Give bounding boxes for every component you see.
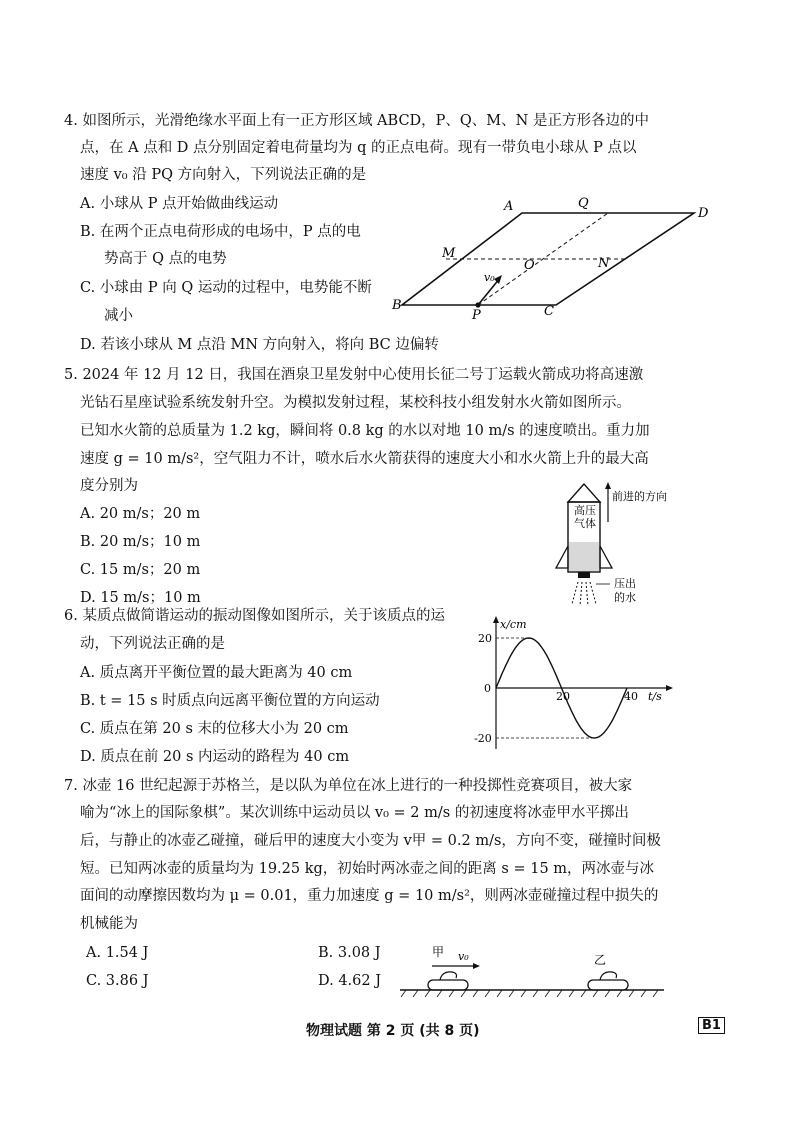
q5-option-b: B. 20 m/s；10 m bbox=[80, 534, 201, 550]
q7-option-c: C. 3.86 J bbox=[86, 973, 149, 989]
q6-option-a: A. 质点离开平衡位置的最大距离为 40 cm bbox=[80, 665, 353, 681]
q7-option-a: A. 1.54 J bbox=[86, 945, 149, 961]
q7-stem-line-5: 面间的动摩擦因数均为 μ = 0.01，重力加速度 g = 10 m/s²，则两冰壶碰撞过程中损失的 bbox=[80, 888, 659, 904]
label-d: D bbox=[698, 206, 709, 221]
q5-water-rocket-figure bbox=[548, 480, 678, 610]
q6-vibration-graph bbox=[468, 614, 678, 754]
q7-stem-line-4: 短。已知两冰壶的质量均为 19.25 kg，初始时两冰壶之间的距离 s = 15 m，两冰壶与冰 bbox=[80, 861, 655, 877]
q7-curling-figure bbox=[398, 938, 668, 1000]
label-o: O bbox=[524, 258, 535, 273]
page-footer: 物理试题 第 2 页 (共 8 页) bbox=[306, 1023, 480, 1039]
ball-dot bbox=[475, 302, 480, 307]
q5-option-c: C. 15 m/s；20 m bbox=[80, 562, 201, 578]
q5-stem-line-1: 5. 2024 年 12 月 12 日，我国在酒泉卫星发射中心使用长征二号丁运载火箭成功将高速激 bbox=[64, 367, 644, 383]
q7-stem-line-2: 喻为“冰上的国际象棋”。某次训练中运动员以 v₀ = 2 m/s 的初速度将冰壶甲水平掷出 bbox=[80, 805, 629, 821]
y-axis-arrow bbox=[493, 616, 499, 623]
label-q: Q bbox=[578, 196, 589, 211]
label-yi: 乙 bbox=[594, 953, 607, 967]
q4-option-c-cont: 减小 bbox=[104, 308, 133, 324]
q4-option-c: C. 小球由 P 向 Q 运动的过程中，电势能不断 bbox=[80, 280, 372, 296]
q4-square-figure bbox=[388, 195, 718, 320]
label-jia: 甲 bbox=[432, 945, 445, 959]
label-forward: 前进的方向 bbox=[612, 490, 667, 503]
q4-option-a: A. 小球从 P 点开始做曲线运动 bbox=[80, 196, 279, 212]
label-c: C bbox=[544, 304, 554, 319]
q4-stem-line-1: 4. 如图所示，光滑绝缘水平面上有一正方形区域 ABCD，P、Q、M、N 是正方形各边的中 bbox=[64, 113, 649, 129]
label-p: P bbox=[472, 308, 481, 320]
q7-option-b: B. 3.08 J bbox=[318, 945, 381, 961]
q5-stem-line-4: 速度 g = 10 m/s²，空气阻力不计，喷水后水火箭获得的速度大小和水火箭上升的最大高 bbox=[80, 451, 649, 467]
tick-y-neg20: -20 bbox=[474, 732, 492, 745]
stone-jia bbox=[428, 980, 468, 990]
tick-y-0: 0 bbox=[484, 682, 491, 695]
rocket-water bbox=[569, 542, 599, 571]
q4-stem-line-3: 速度 v₀ 沿 PQ 方向射入，下列说法正确的是 bbox=[80, 167, 367, 183]
q5-stem-line-2: 光钻石星座试验系统发射升空。为模拟发射过程，某校科技小组发射水火箭如图所示。 bbox=[80, 395, 631, 411]
tick-y-20: 20 bbox=[478, 632, 492, 645]
stone-yi-handle bbox=[600, 972, 617, 980]
q7-stem-line-3: 后，与静止的冰壶乙碰撞，碰后甲的速度大小变为 v甲 = 0.2 m/s，方向不变，碰撞时间极 bbox=[80, 833, 661, 849]
rocket-nose bbox=[568, 484, 600, 502]
tick-x-20: 20 bbox=[556, 690, 570, 703]
label-v0: v₀ bbox=[484, 271, 495, 284]
q5-option-a: A. 20 m/s；20 m bbox=[80, 506, 201, 522]
label-gas-1: 高压 bbox=[574, 504, 596, 517]
q4-option-b-cont: 势高于 Q 点的电势 bbox=[104, 251, 227, 267]
label-gas-2: 气体 bbox=[574, 517, 596, 530]
spray-3 bbox=[586, 582, 588, 606]
tick-x-40: 40 bbox=[624, 690, 638, 703]
label-m: M bbox=[442, 246, 456, 261]
q5-stem-line-5: 度分别为 bbox=[80, 478, 138, 494]
rocket-nozzle bbox=[578, 572, 590, 578]
rocket-fin-left bbox=[556, 546, 568, 568]
q6-stem-line-1: 6. 某质点做简谐运动的振动图像如图所示，关于该质点的运 bbox=[64, 608, 445, 624]
rocket-fin-right bbox=[600, 546, 612, 568]
q6-option-d: D. 质点在前 20 s 内运动的路程为 40 cm bbox=[80, 749, 350, 765]
forward-arrowhead bbox=[605, 482, 611, 489]
q6-option-c: C. 质点在第 20 s 末的位移大小为 20 cm bbox=[80, 721, 349, 737]
label-b: B bbox=[392, 298, 402, 313]
curling-velocity-arrowhead bbox=[473, 963, 480, 969]
q6-option-b: B. t = 15 s 时质点向远离平衡位置的方向运动 bbox=[80, 693, 380, 709]
q4-option-d: D. 若该小球从 M 点沿 MN 方向射入，将向 BC 边偏转 bbox=[80, 337, 439, 353]
ice-hatching bbox=[401, 990, 658, 997]
q5-stem-line-3: 已知水火箭的总质量为 1.2 kg，瞬间将 0.8 kg 的水以对地 10 m/s 的速度喷出。重力加 bbox=[80, 423, 650, 439]
q4-stem-line-2: 点，在 A 点和 D 点分别固定着电荷量均为 q 的正点电荷。现有一带负电小球从 P 点以 bbox=[80, 140, 637, 156]
q7-stem-line-1: 7. 冰壶 16 世纪起源于苏格兰，是以队为单位在冰上进行的一种投掷性竞赛项目，被大家 bbox=[64, 778, 633, 794]
q5-option-d: D. 15 m/s；10 m bbox=[80, 590, 201, 606]
q4-option-b: B. 在两个正点电荷形成的电场中，P 点的电 bbox=[80, 224, 361, 240]
spray-1 bbox=[572, 582, 578, 604]
paper-code-mark: B1 bbox=[698, 1017, 725, 1034]
q7-stem-line-6: 机械能为 bbox=[80, 916, 138, 932]
stone-jia-handle bbox=[440, 972, 457, 980]
label-a: A bbox=[504, 199, 514, 214]
q6-stem-line-2: 动，下列说法正确的是 bbox=[80, 636, 225, 652]
x-axis-arrow bbox=[666, 685, 673, 691]
label-ylabel: x/cm bbox=[500, 618, 527, 631]
label-water-1: 压出 bbox=[614, 577, 636, 590]
label-xlabel: t/s bbox=[648, 690, 662, 703]
spray-2 bbox=[580, 582, 582, 606]
label-n: N bbox=[598, 256, 610, 271]
label-curling-v0: v₀ bbox=[458, 950, 469, 963]
q7-option-d: D. 4.62 J bbox=[318, 973, 382, 989]
stone-yi bbox=[588, 980, 628, 990]
label-water-2: 的水 bbox=[614, 591, 636, 604]
spray-4 bbox=[590, 582, 596, 604]
